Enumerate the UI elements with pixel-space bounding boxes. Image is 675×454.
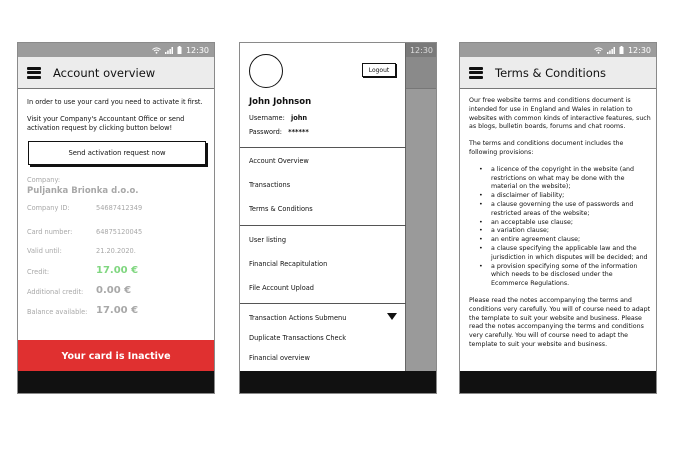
- company-name: Puljanka Brionka d.o.o.: [27, 186, 139, 196]
- list-item: • a variation clause;: [469, 227, 651, 236]
- divider: [240, 303, 406, 304]
- menu-item-duplicate-transactions-check[interactable]: Duplicate Transactions Check: [249, 334, 347, 342]
- dimmed-overlay[interactable]: [406, 57, 437, 373]
- menu-item-account-overview[interactable]: Account Overview: [249, 157, 309, 165]
- password-label: Password:: [249, 128, 283, 136]
- company-id-label: Company ID:: [27, 204, 70, 212]
- page-title: Account overview: [53, 65, 156, 80]
- logout-button[interactable]: Logout: [362, 63, 396, 77]
- status-time: 12:30: [409, 45, 433, 55]
- terms-body: [469, 97, 651, 358]
- wifi-icon: [152, 47, 161, 54]
- navigation-bar: [460, 371, 656, 393]
- list-item: • a provision specifying some of the information which needs to be disclosed under the Ecommerce Regulations.: [469, 263, 651, 289]
- avatar: [249, 54, 283, 88]
- list-item: • a clause governing the use of passwords and restricted areas of the website;: [469, 201, 651, 219]
- hamburger-menu-icon[interactable]: [469, 67, 483, 79]
- status-bar: [460, 43, 656, 57]
- status-time: 12:30: [627, 45, 651, 55]
- triangle-down-icon[interactable]: [387, 313, 397, 320]
- menu-item-terms-conditions[interactable]: Terms & Conditions: [249, 205, 313, 213]
- wifi-icon: [594, 47, 603, 54]
- username-row: [249, 114, 307, 122]
- list-item: • an acceptable use clause;: [469, 219, 651, 228]
- company-id-value: 54687412349: [96, 204, 143, 212]
- page-title: Terms & Conditions: [495, 65, 607, 80]
- navigation-bar: [18, 371, 214, 393]
- signal-icon: [165, 47, 173, 54]
- username-label: Username:: [249, 114, 285, 122]
- terms-provisions-paragraph: The terms and conditions document includes the following provisions:: [469, 140, 624, 156]
- valid-until-value: 21.20.2020.: [96, 247, 136, 255]
- password-value: ******: [288, 128, 309, 136]
- card-inactive-banner: Your card is Inactive: [18, 340, 214, 373]
- status-bar: [406, 43, 437, 57]
- additional-credit-label: Additional credit:: [27, 288, 84, 296]
- additional-credit-value: 0.00 €: [96, 285, 132, 296]
- list-item: • a licence of the copyright in the website (and restrictions on what may be done with the material on the website);: [469, 166, 651, 192]
- app-bar: [460, 57, 656, 89]
- list-item: • an entire agreement clause;: [469, 236, 651, 245]
- menu-item-financial-overview[interactable]: Financial overview: [249, 354, 310, 362]
- navigation-bar: [240, 371, 436, 393]
- list-item: • a clause specifying the applicable law and the jurisdiction in which disputes will be decided; and: [469, 245, 651, 263]
- terms-intro-paragraph: Our free website terms and conditions document is intended for use in England and Wales in relation to websites with common kinds of interactive features, such as blogs, bulletin boards, forums and chat rooms.: [469, 97, 651, 131]
- list-item: • a disclaimer of liability;: [469, 192, 651, 201]
- battery-icon: [177, 46, 182, 54]
- dimmed-app-bar: [406, 57, 437, 89]
- valid-until-label: Valid until:: [27, 247, 62, 255]
- send-activation-request-button[interactable]: Send activation request now: [28, 141, 206, 165]
- balance-value: 17.00 €: [96, 305, 139, 316]
- credit-value: 17.00 €: [96, 265, 139, 276]
- card-number-value: 64875120045: [96, 228, 143, 236]
- provisions-list: [469, 166, 651, 289]
- balance-label: Balance available:: [27, 308, 88, 316]
- account-overview-screen: [17, 42, 215, 394]
- menu-item-transactions[interactable]: Transactions: [249, 181, 291, 189]
- status-time: 12:30: [185, 45, 209, 55]
- menu-item-transaction-actions-submenu[interactable]: Transaction Actions Submenu: [249, 314, 347, 322]
- signal-icon: [607, 47, 615, 54]
- intro-text: In order to use your card you need to activate it first.: [27, 98, 203, 106]
- status-bar: [18, 43, 214, 57]
- divider: [240, 225, 406, 226]
- menu-item-financial-recapitulation[interactable]: Financial Recapitulation: [249, 260, 328, 268]
- user-full-name: John Johnson: [249, 97, 312, 107]
- instructions-text: Visit your Company's Accountant Office or send activation request by clicking button below!: [27, 115, 185, 132]
- menu-item-user-listing[interactable]: User listing: [249, 236, 287, 244]
- navigation-drawer: [240, 43, 406, 373]
- terms-notes-paragraph: Please read the notes accompanying the terms and conditions very carefully. You will of course need to adapt the template to suit your website and business. Please read the notes accompanying the terms and conditions very carefully. You will of course need to adapt the template to suit your website and business.: [469, 296, 651, 348]
- company-label: Company:: [27, 176, 61, 184]
- divider: [240, 147, 406, 148]
- password-row: [249, 128, 309, 136]
- card-number-label: Card number:: [27, 228, 73, 236]
- navigation-drawer-screen: [239, 42, 437, 394]
- username-value: john: [290, 114, 308, 122]
- credit-label: Credit:: [27, 268, 50, 276]
- menu-item-file-account-upload[interactable]: File Account Upload: [249, 284, 314, 292]
- app-bar: [18, 57, 214, 89]
- terms-conditions-screen: [459, 42, 657, 394]
- battery-icon: [619, 46, 624, 54]
- hamburger-menu-icon[interactable]: [27, 67, 41, 79]
